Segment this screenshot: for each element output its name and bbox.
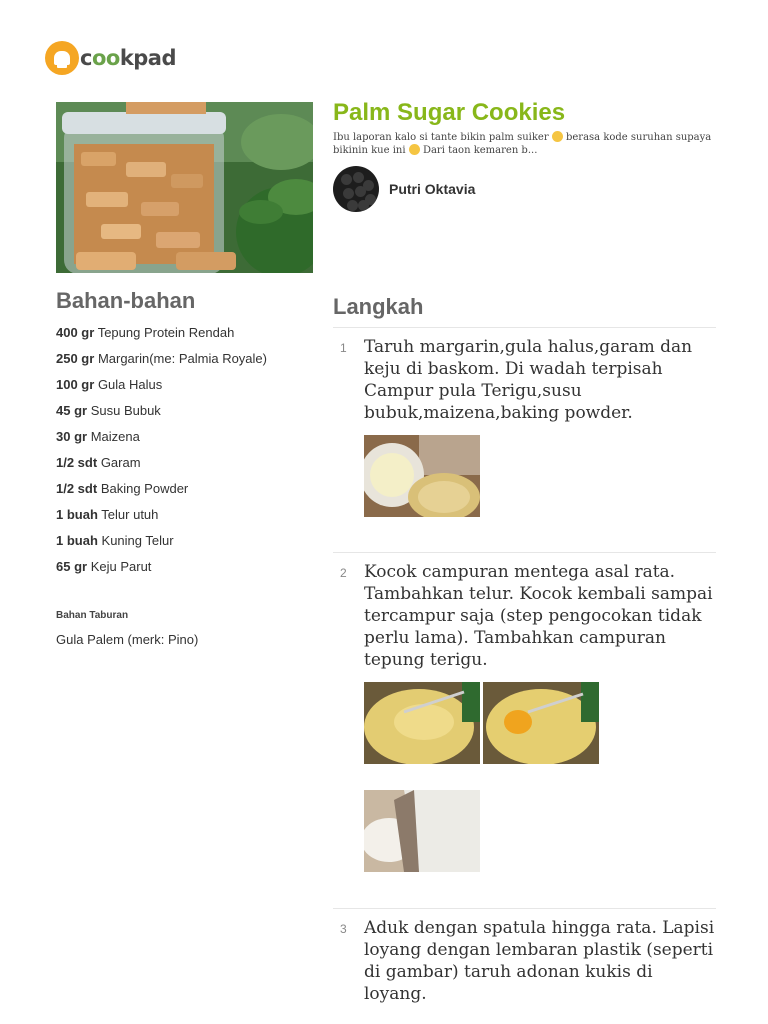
step-number: 3 [340, 922, 347, 936]
steps-heading: Langkah [333, 294, 424, 319]
recipe-description: Ibu laporan kalo si tante bikin palm suiker berasa kode suruhan supaya bikinin kue ini Dari taon kemaren b... [333, 132, 712, 156]
step-number: 1 [340, 341, 347, 355]
ingredient-item: 65 gr Keju Parut [56, 559, 152, 574]
laughing-emoji-icon [552, 131, 563, 142]
ingredient-item: Gula Palem (merk: Pino) [56, 632, 199, 647]
divider [333, 908, 716, 909]
ingredient-item: 250 gr Margarin(me: Palmia Royale) [56, 351, 267, 366]
topping-subheading: Bahan Taburan [56, 610, 129, 621]
step-photo[interactable] [364, 790, 480, 872]
brand-wordmark: cookpad [80, 46, 177, 70]
ingredient-item: 45 gr Susu Bubuk [56, 403, 161, 418]
ingredient-item: 100 gr Gula Halus [56, 377, 163, 392]
ingredient-item: 1/2 sdt Baking Powder [56, 481, 189, 496]
avatar[interactable] [333, 166, 379, 212]
ingredient-item: 1 buah Telur utuh [56, 507, 159, 522]
step-text: Kocok campuran mentega asal rata. Tambahkan telur. Kocok kembali sampai tercampur saja (step pengocokan tidak perlu lama). Tambahkan campuran tepung terigu. [364, 562, 713, 670]
recipe-title: Palm Sugar Cookies [333, 99, 566, 126]
step-photo[interactable] [364, 435, 480, 517]
step-photo[interactable] [364, 682, 480, 764]
laughing-emoji-icon [409, 144, 420, 155]
chef-hat-icon [45, 41, 79, 75]
ingredient-item: 400 gr Tepung Protein Rendah [56, 325, 235, 340]
recipe-hero-photo [56, 102, 313, 273]
author[interactable] [333, 166, 475, 212]
divider [333, 552, 716, 553]
cookpad-logo[interactable] [45, 41, 176, 75]
step-number: 2 [340, 566, 347, 580]
step-photo[interactable] [483, 682, 599, 764]
divider [333, 327, 716, 328]
step-text: Taruh margarin,gula halus,garam dan keju di baskom. Di wadah terpisah Campur pula Terigu,susu bubuk,maizena,baking powder. [364, 337, 693, 423]
author-name[interactable]: Putri Oktavia [389, 181, 476, 197]
step-text: Aduk dengan spatula hingga rata. Lapisi loyang dengan lembaran plastik (seperti di gambar) taruh adonan kukis di loyang. [364, 918, 715, 1004]
ingredient-item: 1 buah Kuning Telur [56, 533, 174, 548]
ingredient-item: 30 gr Maizena [56, 429, 140, 444]
ingredient-item: 1/2 sdt Garam [56, 455, 141, 470]
ingredients-list [56, 325, 306, 585]
ingredients-heading: Bahan-bahan [56, 288, 196, 313]
